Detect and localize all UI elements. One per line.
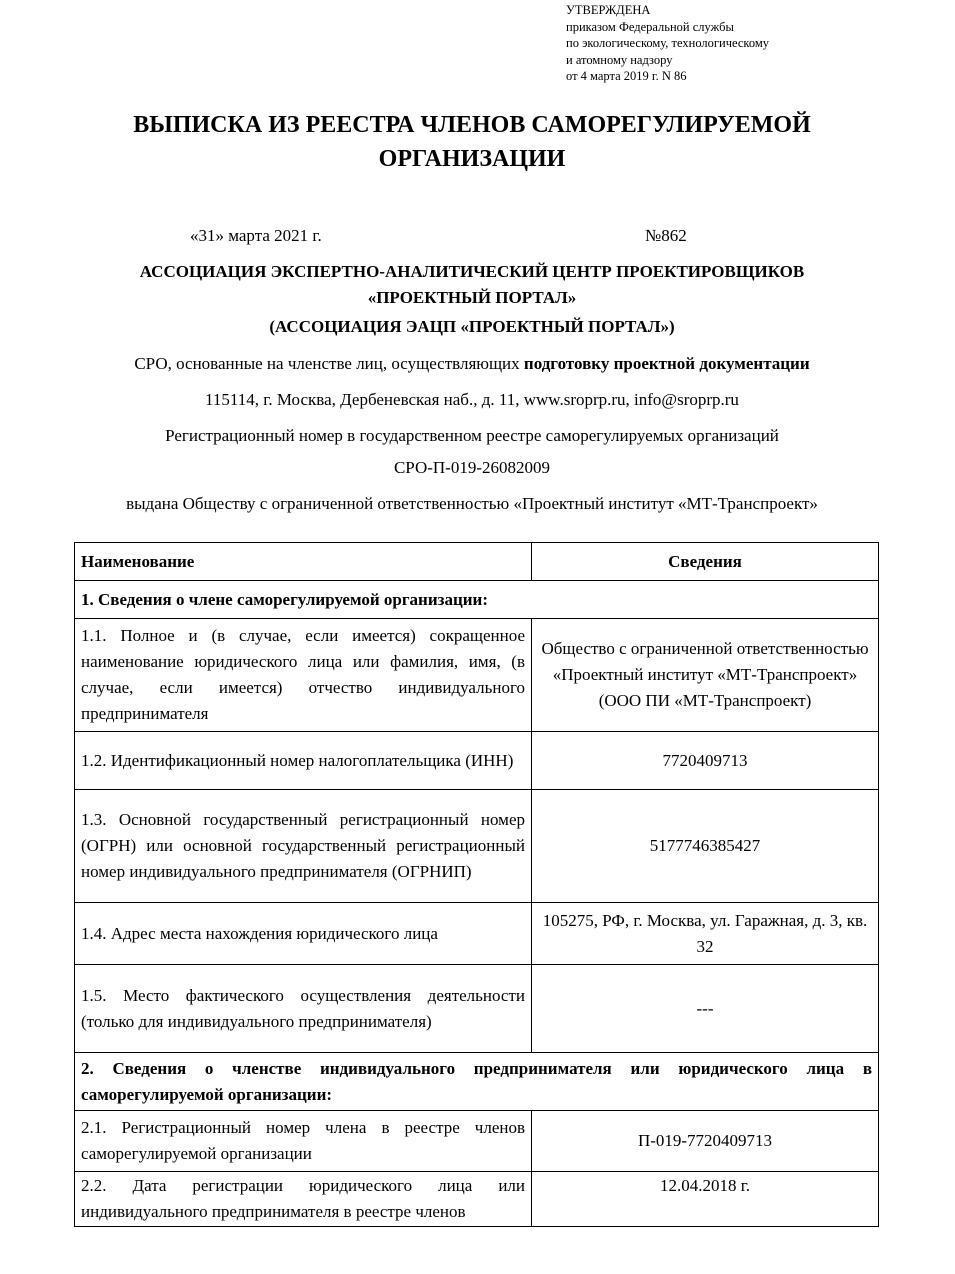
document-title [0,108,944,176]
table-header-row [75,543,879,581]
column-header-info: Сведения [532,543,879,581]
approval-line: приказом Федеральной службы [566,19,734,34]
approval-line: от 4 марта 2019 г. N 86 [566,69,687,83]
organization-short-name: (АССОЦИАЦИЯ ЭАЦП «ПРОЕКТНЫЙ ПОРТАЛ») [269,317,675,336]
table-row [75,1111,879,1172]
approval-stamp [566,2,769,85]
column-header-name: Наименование [75,543,532,581]
section-row [75,1053,879,1111]
row-value: П-019-7720409713 [532,1111,879,1172]
row-name: 1.5. Место фактического осуществления деятельности (только для индивидуального предпринимателя) [75,965,532,1053]
document-title-line1: ВЫПИСКА ИЗ РЕЕСТРА ЧЛЕНОВ САМОРЕГУЛИРУЕМОЙ [133,112,811,138]
row-name: 1.1. Полное и (в случае, если имеется) сокращенное наименование юридического лица или фамилия, имя, (в случае, если имеется) отчество индивидуального предпринимателя [75,619,532,732]
registration-number-label: Регистрационный номер в государственном реестре саморегулируемых организаций [165,426,779,445]
table-row [75,732,879,790]
document-number: №862 [645,226,687,245]
row-name: 2.2. Дата регистрации юридического лица или индивидуального предпринимателя в реестре членов [75,1172,532,1227]
row-value: 105275, РФ, г. Москва, ул. Гаражная, д. 3, кв. 32 [532,903,879,965]
section-1-heading: 1. Сведения о члене саморегулируемой организации: [75,581,879,619]
organization-name-line2: «ПРОЕКТНЫЙ ПОРТАЛ» [367,288,577,307]
organization-address: 115114, г. Москва, Дербеневская наб., д. 11, www.sroprp.ru, info@sroprp.ru [205,390,739,409]
section-2-heading: 2. Сведения о членстве индивидуального предпринимателя или юридического лица в саморегулируемой организации: [75,1053,879,1111]
section-row [75,581,879,619]
row-value: 12.04.2018 г. [532,1172,879,1227]
organization-name-line1: АССОЦИАЦИЯ ЭКСПЕРТНО-АНАЛИТИЧЕСКИЙ ЦЕНТР ПРОЕКТИРОВЩИКОВ [139,262,805,281]
table-row [75,1172,879,1227]
approval-line: и атомному надзору [566,52,673,67]
row-value: 5177746385427 [532,790,879,903]
sro-type-activity: подготовку проектной документации [523,354,810,373]
row-value: --- [532,965,879,1053]
approval-line: по экологическому, технологическому [566,36,770,50]
sro-type [0,354,944,374]
row-name: 1.2. Идентификационный номер налогоплательщика (ИНН) [75,732,532,790]
registration-number: СРО-П-019-26082009 [393,458,551,477]
document-title-line2: ОРГАНИЗАЦИИ [378,146,566,172]
row-value: Общество с ограниченной ответственностью «Проектный институт «МТ-Транспроект» (ООО ПИ «МТ-Транспроект) [532,619,879,732]
document-date: «31» марта 2021 г. [190,226,322,245]
row-value: 7720409713 [532,732,879,790]
issued-to: выдана Обществу с ограниченной ответственностью «Проектный институт «МТ-Транспроект» [126,494,818,513]
sro-type-prefix: СРО, основанные на членстве лиц, осуществляющих [134,354,524,373]
row-name: 1.4. Адрес места нахождения юридического лица [75,903,532,965]
organization-name [0,259,944,311]
row-name: 2.1. Регистрационный номер члена в реестре членов саморегулируемой организации [75,1111,532,1172]
table-row [75,903,879,965]
table-row [75,965,879,1053]
approval-line: УТВЕРЖДЕНА [566,3,651,17]
table-row [75,790,879,903]
table-row [75,619,879,732]
registry-table [74,542,879,1227]
row-name: 1.3. Основной государственный регистрационный номер (ОГРН) или основной государственный регистрационный номер индивидуального предпринимателя (ОГРНИП) [75,790,532,903]
